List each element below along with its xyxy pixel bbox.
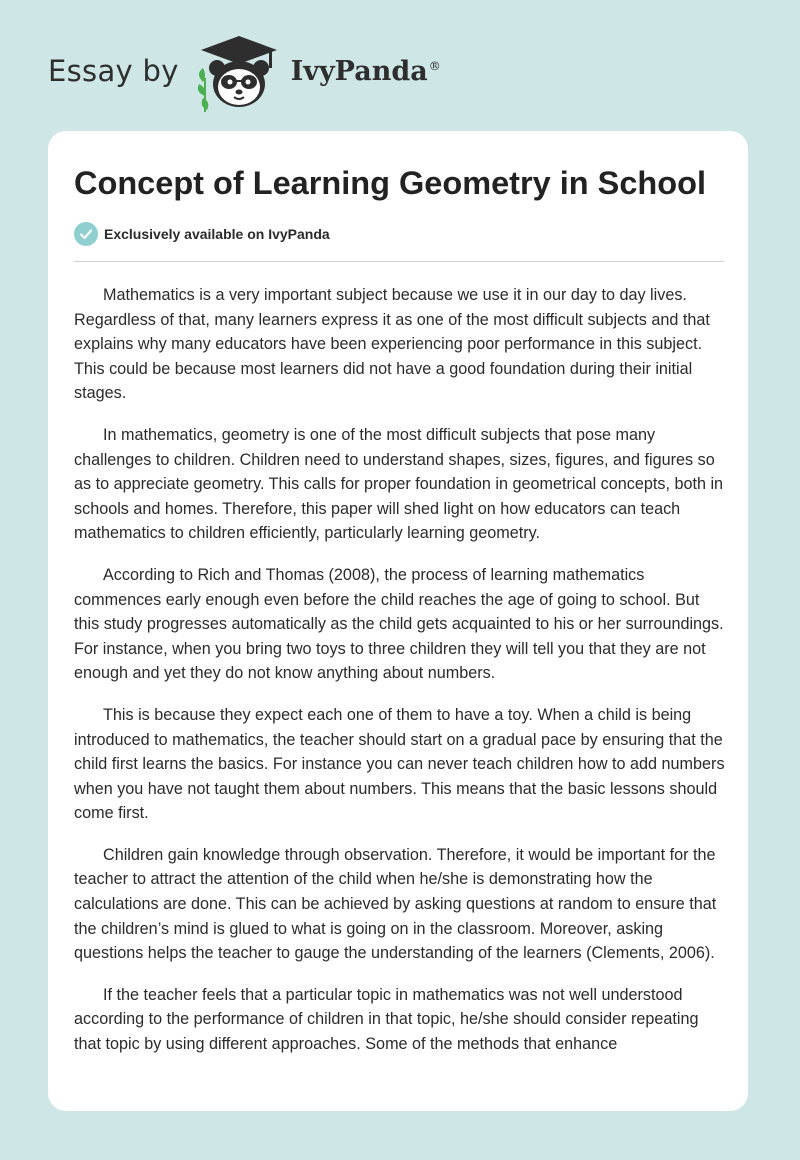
paragraph: This is because they expect each one of them to have a toy. When a child is being introduced to mathematics, the teacher should start on a gradual pace by ensuring that the child first learns the basics. For instance you can never teach children how to add numbers when you have not taught them about numbers. This means that the basic lessons should come first. <box>74 705 725 823</box>
paragraph: Children gain knowledge through observation. Therefore, it would be important for the teacher to attract the attention of the child when he/she is demonstrating how the calculations are done. This can be achieved by asking questions at random to ensure that the children’s mind is glued to what is going on in the classroom. Moreover, asking questions helps the teacher to gauge the understanding of the learners (Clements, 2006). <box>74 845 717 963</box>
paragraph: If the teacher feels that a particular topic in mathematics was not well understood according to the performance of children in that topic, he/she should consider repeating that topic by using different approaches. Some of the methods that enhance <box>74 985 699 1054</box>
paragraph: According to Rich and Thomas (2008), the process of learning mathematics commences early enough even before the child reaches the age of going to school. But this study progresses automatically as the child gets acquainted to his or her surroundings. For instance, when you bring two toys to three children they will tell you that they are not enough and yet they do not know anything about numbers. <box>74 565 724 683</box>
divider <box>74 261 724 262</box>
paragraph: Mathematics is a very important subject because we use it in our day to day lives. Regardless of that, many learners express it as one of the most difficult subjects and that explains why many educators have been experiencing poor performance in this subject. This could be because most learners did not have a good foundation during their initial stages. <box>74 286 710 403</box>
panda-graduate-icon <box>193 34 285 114</box>
article-body <box>74 283 726 1074</box>
check-icon <box>74 222 98 246</box>
essay-by-label: Essay by <box>48 54 179 88</box>
exclusive-label: Exclusively available on IvyPanda <box>104 226 330 242</box>
exclusive-badge <box>74 222 330 246</box>
page-title: Concept of Learning Geometry in School <box>74 165 707 201</box>
brand-name: IvyPanda® <box>290 55 441 87</box>
brand-header <box>48 34 441 114</box>
registered-mark: ® <box>428 58 441 73</box>
paragraph: In mathematics, geometry is one of the most difficult subjects that pose many challenges to children. Children need to understand shapes, sizes, figures, and figures so as to appreciate geometry. This calls for proper foundation in geometrical concepts, both in schools and homes. Therefore, this paper will shed light on how educators can teach mathematics to children efficiently, particularly learning geometry. <box>74 425 724 543</box>
article-card <box>48 131 748 1111</box>
